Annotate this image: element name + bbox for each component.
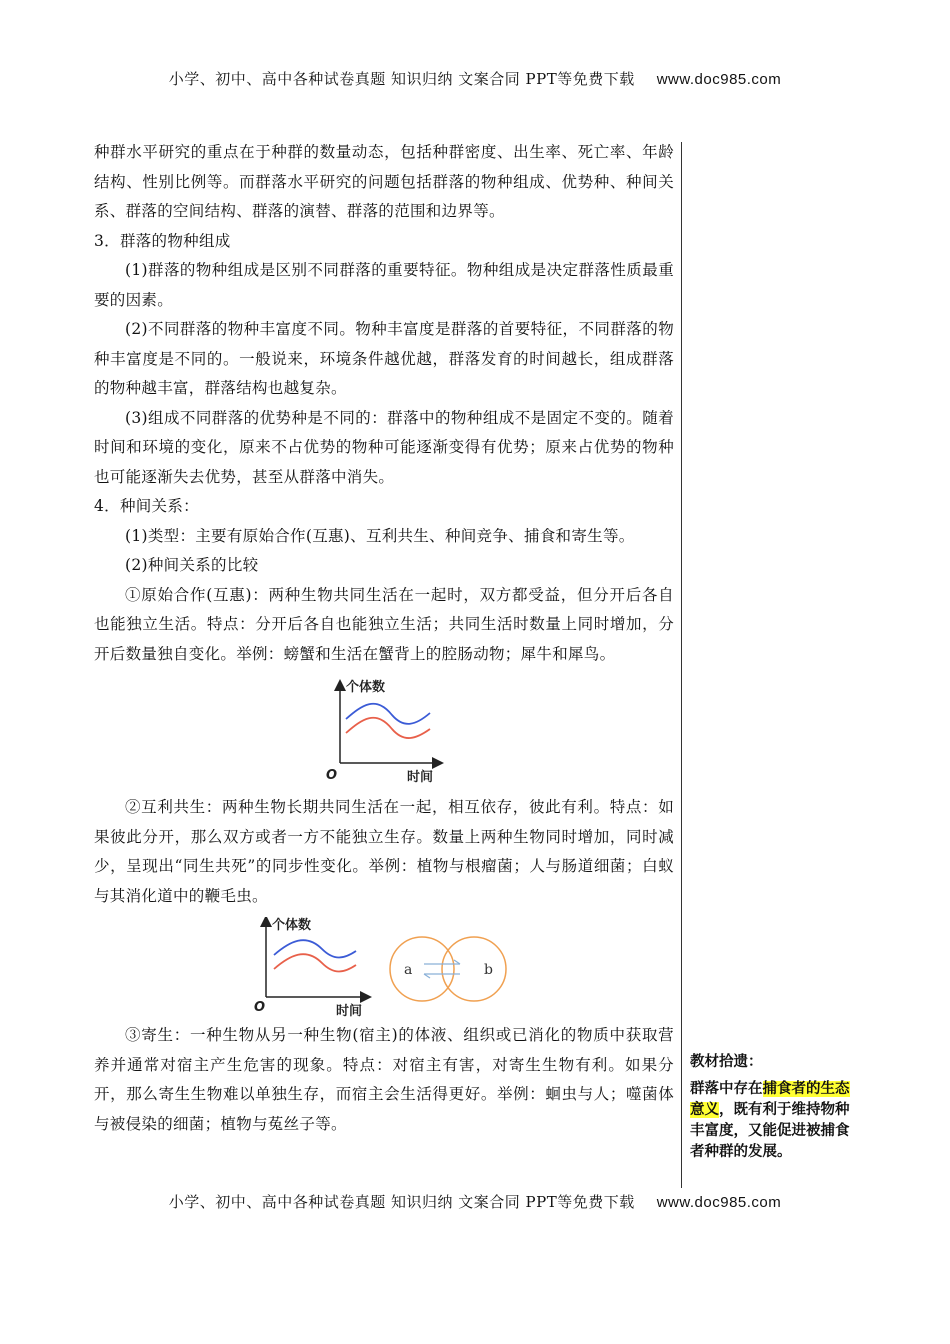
circle-b-label: b	[484, 962, 493, 978]
paragraph-comparison: (2)种间关系的比较	[125, 556, 259, 574]
y-axis-label: 个体数	[346, 680, 386, 695]
series-blue-curve	[274, 940, 356, 957]
heading-species-composition: 3．群落的物种组成	[94, 231, 231, 250]
paragraph-cooperation: ①原始合作(互惠)：两种生物共同生活在一起时，双方都受益，但分开后各自也能独立生活。特点：分开后各自也能独立生活；共同生活时数量上同时增加，分开后数量独自变化。举例：螃蟹和生活在蟹背上的腔肠动物；犀牛和犀鸟。	[94, 585, 674, 663]
sidebar-body	[690, 1079, 850, 1163]
paragraph-intro: 种群水平研究的重点在于种群的数量动态，包括种群密度、出生率、死亡率、年龄结构、性别比例等。而群落水平研究的问题包括群落的物种组成、优势种、种间关系、群落的空间结构、群落的演替、群落的范围和边界等。	[94, 143, 674, 220]
circle-b	[442, 937, 506, 1001]
heading-interspecific: 4．种间关系：	[94, 497, 199, 515]
sidebar-note	[690, 1052, 850, 1163]
circle-a	[390, 937, 454, 1001]
sidebar-title: 教材拾遗：	[690, 1054, 763, 1070]
sidebar-post: ，既有利于维持物种丰富度，又能促进被捕食者种群的发展。	[690, 1102, 850, 1160]
x-axis-label: 时间	[407, 770, 434, 785]
page-footer	[0, 1191, 950, 1212]
series-blue-curve	[346, 704, 430, 724]
paragraph-parasitism: ③寄生：一种生物从另一种生物(宿主)的体液、组织或已消化的物质中获取营养并通常对宿主产生危害的现象。特点：对宿主有害，对寄生生物有利。如果分开，那么寄生生物难以单独生存，而宿主会生活得更好。举例：蛔虫与人；噬菌体与被侵染的细菌；植物与菟丝子等。	[94, 1026, 674, 1133]
sidebar-pre: 群落中存在	[690, 1081, 763, 1097]
margin-divider	[681, 142, 682, 1188]
header-site: www.doc985.com	[656, 71, 782, 88]
origin-label: O	[326, 768, 338, 783]
figure-cooperation	[94, 679, 674, 785]
header-text: 小学、初中、高中各种试卷真题 知识归纳 文案合同 PPT等免费下载	[168, 70, 635, 88]
sidebar-highlight: 捕食者的生态意义	[690, 1081, 850, 1118]
footer-text: 小学、初中、高中各种试卷真题 知识归纳 文案合同 PPT等免费下载	[168, 1193, 635, 1211]
page-header	[0, 68, 950, 89]
main-content	[94, 138, 674, 1139]
paragraph-mutualism: ②互利共生：两种生物长期共同生活在一起，相互依存，彼此有利。特点：如果彼此分开，那么双方或者一方不能独立生存。数量上两种生物同时增加，同时减少，呈现出“同生共死”的同步性变化。举例：植物与根瘤菌；人与肠道细菌；白蚁与其消化道中的鞭毛虫。	[94, 798, 674, 905]
x-axis-label: 时间	[336, 1004, 363, 1017]
paragraph-types: (1)类型：主要有原始合作(互惠)、互利共生、种间竞争、捕食和寄生等。	[125, 526, 635, 545]
paragraph-composition-1: (1)群落的物种组成是区别不同群落的重要特征。物种组成是决定群落性质最重要的因素。	[94, 261, 674, 309]
paragraph-composition-2: (2)不同群落的物种丰富度不同。物种丰富度是群落的首要特征，不同群落的物种丰富度是不同的。一般说来，环境条件越优越，群落发育的时间越长，组成群落的物种越丰富，群落结构也越复杂。	[94, 320, 674, 397]
paragraph-composition-3: (3)组成不同群落的优势种是不同的：群落中的物种组成不是固定不变的。随着时间和环境的变化，原来不占优势的物种可能逐渐变得有优势；原来占优势的物种也可能逐渐失去优势，甚至从群落中消失。	[94, 408, 674, 486]
figure-mutualism	[94, 917, 674, 1017]
footer-site: www.doc985.com	[656, 1194, 782, 1211]
y-axis-label: 个体数	[272, 918, 312, 933]
circle-a-label: a	[404, 962, 413, 978]
origin-label: O	[254, 1000, 266, 1015]
